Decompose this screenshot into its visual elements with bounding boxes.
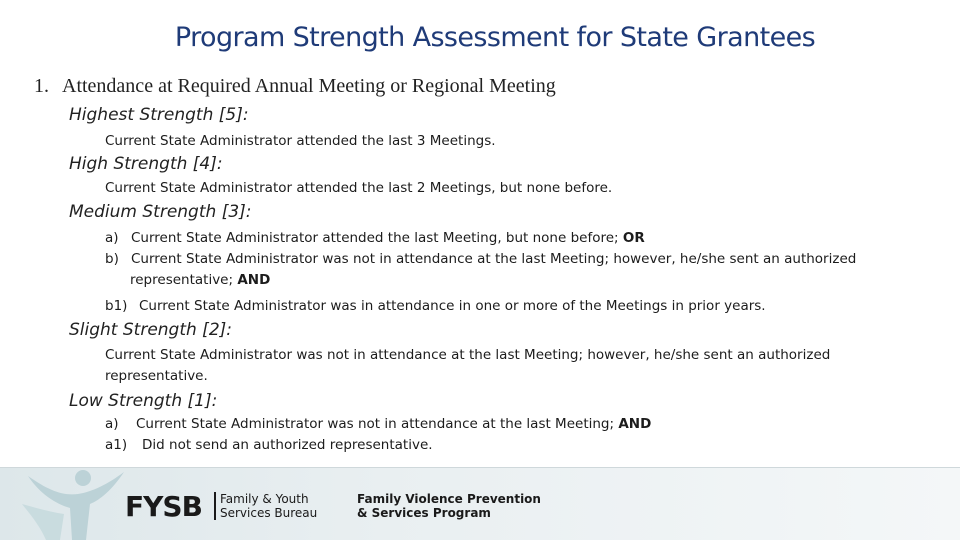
strength-level-4-label: High Strength [4]: bbox=[69, 154, 223, 174]
list-item bbox=[105, 298, 766, 314]
program-name bbox=[357, 492, 541, 520]
item-marker: a) bbox=[105, 230, 119, 246]
strength-level-5-text: Current State Administrator attended the last 3 Meetings. bbox=[105, 133, 496, 149]
item-text: Did not send an authorized representative. bbox=[142, 437, 433, 453]
item-marker: b1) bbox=[105, 298, 128, 314]
strength-level-1-label: Low Strength [1]: bbox=[69, 391, 218, 411]
strength-level-3-label: Medium Strength [3]: bbox=[69, 202, 252, 222]
item-text: Current State Administrator was not in attendance at the last Meeting; however, he/she sent an authorized bbox=[131, 251, 857, 267]
list-item bbox=[105, 416, 651, 432]
item-conjunction: AND bbox=[237, 272, 271, 288]
fysb-logo: FYSB bbox=[125, 490, 202, 523]
person-figure-icon bbox=[20, 468, 130, 540]
agency-line-2: Services Bureau bbox=[220, 506, 318, 520]
item-marker: a) bbox=[105, 416, 119, 432]
agency-line-1: Family & Youth bbox=[220, 492, 309, 506]
strength-level-2-text: Current State Administrator was not in attendance at the last Meeting; however, he/she sent an authorized bbox=[105, 347, 831, 363]
slide-title: Program Strength Assessment for State Grantees bbox=[174, 22, 816, 53]
logo-divider bbox=[214, 492, 216, 520]
item-text: Current State Administrator was not in attendance at the last Meeting; bbox=[136, 416, 615, 432]
item-text: Current State Administrator was in attendance in one or more of the Meetings in prior years. bbox=[139, 298, 766, 314]
footer-banner bbox=[0, 468, 960, 540]
section-heading-text: Attendance at Required Annual Meeting or Regional Meeting bbox=[62, 75, 556, 97]
strength-level-2-text-cont: representative. bbox=[105, 368, 208, 384]
section-number: 1. bbox=[34, 75, 49, 97]
list-item bbox=[105, 437, 433, 453]
item-marker: a1) bbox=[105, 437, 128, 453]
item-conjunction: OR bbox=[622, 230, 645, 246]
strength-level-4-text: Current State Administrator attended the last 2 Meetings, but none before. bbox=[105, 180, 613, 196]
list-item-continuation bbox=[130, 272, 270, 288]
section-heading bbox=[34, 75, 556, 98]
strength-level-2-label: Slight Strength [2]: bbox=[69, 320, 232, 340]
program-line-2: & Services Program bbox=[357, 506, 491, 520]
list-item bbox=[105, 251, 856, 267]
program-line-1: Family Violence Prevention bbox=[357, 492, 541, 506]
list-item bbox=[105, 230, 645, 246]
item-text: Current State Administrator attended the last Meeting, but none before; bbox=[131, 230, 619, 246]
item-conjunction: AND bbox=[618, 416, 652, 432]
item-text: representative; bbox=[130, 272, 234, 288]
agency-name bbox=[220, 492, 317, 520]
strength-level-5-label: Highest Strength [5]: bbox=[69, 105, 249, 125]
item-marker: b) bbox=[105, 251, 119, 267]
